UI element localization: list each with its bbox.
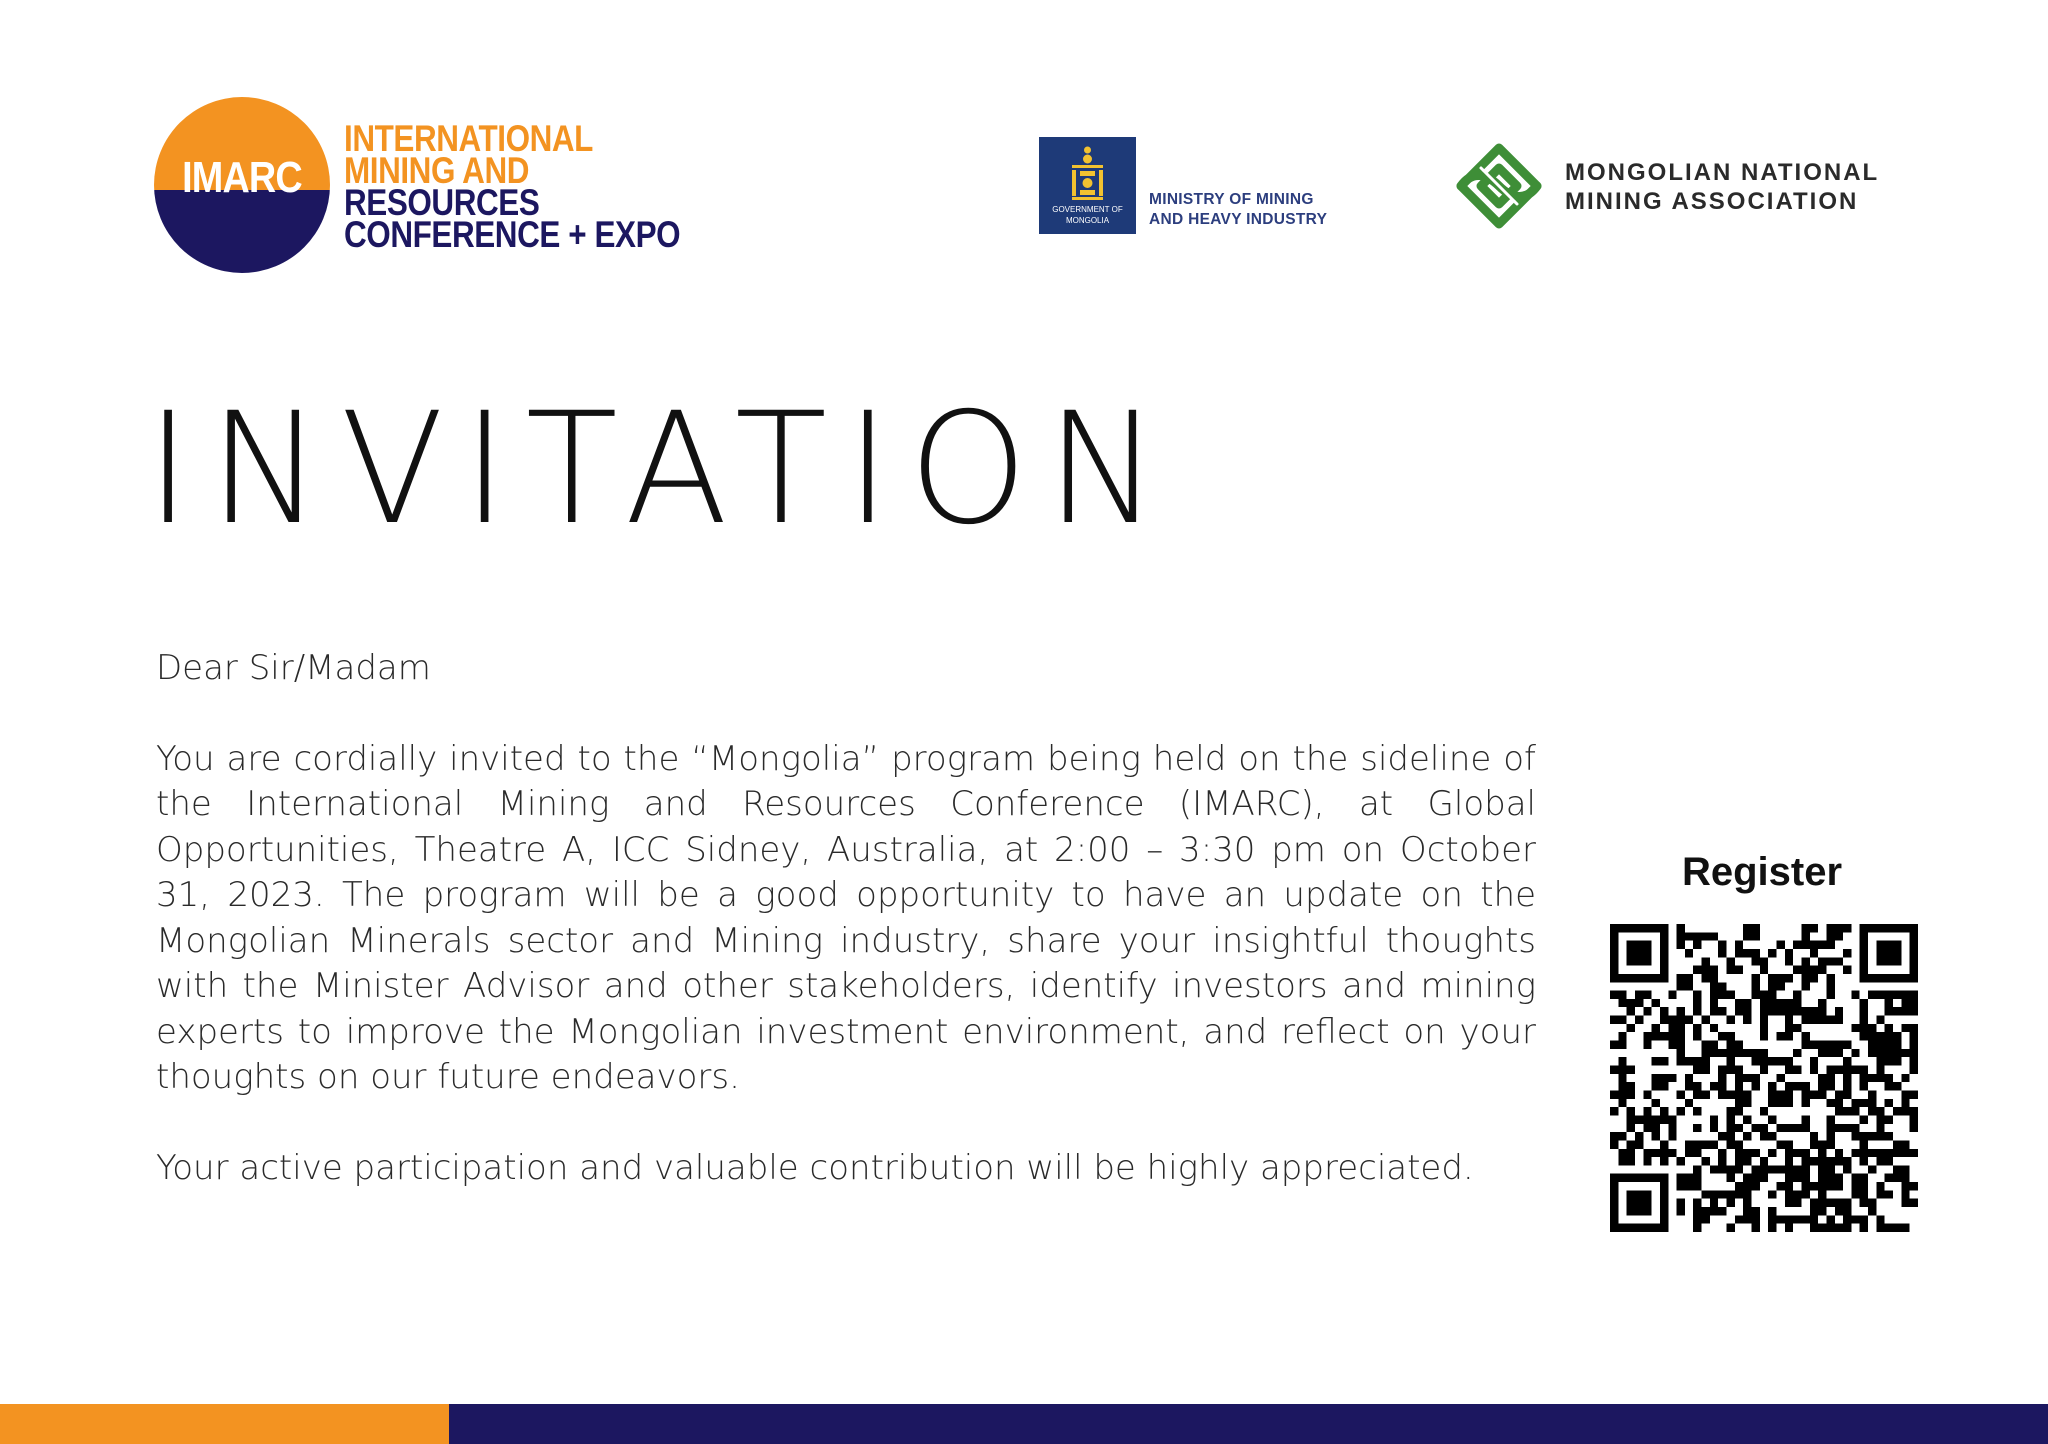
government-emblem-icon — [1039, 137, 1136, 234]
mnma-knot-icon — [1451, 142, 1547, 232]
mnma-name: MONGOLIAN NATIONAL MINING ASSOCIATION — [1565, 159, 1880, 215]
register-label: Register — [1681, 850, 1843, 894]
page-title: INVITATION — [146, 380, 1178, 559]
qr-finder-part — [1627, 941, 1652, 966]
imarc-circle-icon — [154, 97, 330, 273]
imarc-line-1: INTERNATIONAL — [344, 118, 593, 159]
greeting: Dear Sir/Madam — [156, 648, 431, 688]
paragraph-invitation: You are cordially invited to the “Mongolia” program being held on the sideline of the International Mining and Resources Conference (IMARC), at Global Opportunities, Theatre A, ICC Sidney, Australia, at 2:00 – 3:30 pm on October 31, 2023. The program will be a good opportunity to have an update on the Mongolian Minerals sector and Mining industry, share your insightful thoughts with the Minister Advisor and other stakeholders, identify investors and mining experts to improve the Mongolian investment environment, and reflect on your thoughts on our future endeavors. — [156, 738, 1536, 1097]
mnma-logo — [1451, 142, 1901, 232]
ministry-name: MINISTRY OF MINING AND HEAVY INDUSTRY — [1149, 191, 1328, 228]
imarc-line-3: RESOURCES — [344, 182, 540, 223]
government-emblem-caption: GOVERNMENT OF MONGOLIA — [1052, 205, 1123, 225]
footer-bar-navy — [449, 1404, 2048, 1444]
imarc-line-4: CONFERENCE + EXPO — [344, 214, 681, 255]
imarc-line-2: MINING AND — [344, 150, 530, 191]
imarc-abbreviation: IMARC — [182, 153, 302, 202]
ministry-logo — [1039, 137, 1359, 235]
soyombo-icon — [1069, 145, 1106, 201]
imarc-logo — [154, 97, 710, 275]
footer-bar-orange — [0, 1404, 449, 1444]
qr-finder-part — [1876, 941, 1901, 966]
letter-body — [156, 646, 1536, 1191]
qr-finder-part — [1627, 1190, 1652, 1215]
qr-code-icon[interactable] — [1610, 924, 1918, 1232]
paragraph-closing: Your active participation and valuable contribution will be highly appreciated. — [156, 1147, 1474, 1188]
